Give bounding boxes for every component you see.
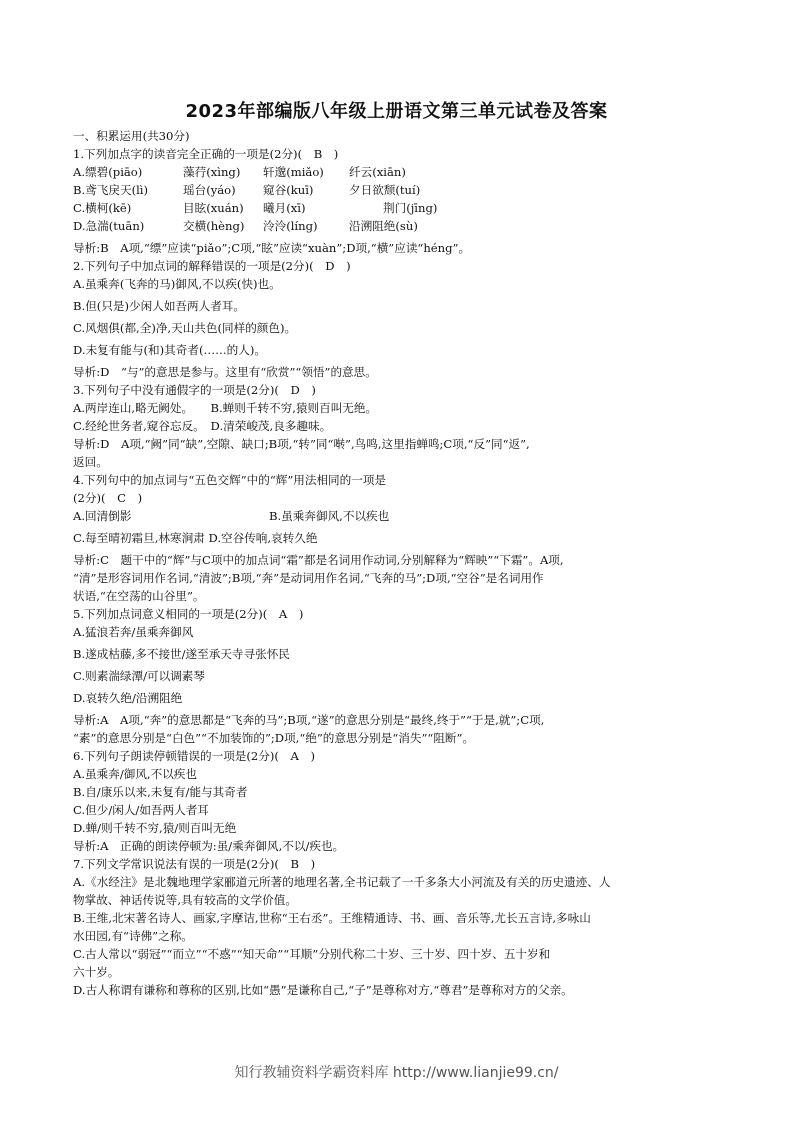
option-item: 曦月(xī) (263, 201, 306, 215)
question-2-stem: 2.下列句子中加点词的解释错误的一项是(2分)( D ) (73, 259, 351, 273)
question-7-option-c-cont: 六十岁。 (73, 965, 120, 979)
question-6-option-c: C.但少/闲人/如吾两人者耳 (73, 803, 209, 817)
question-1-option-a (73, 163, 725, 181)
question-6-guide: 导析:A 正确的朗读停顿为:虽/乘奔御风,不以/疾也。 (73, 839, 345, 853)
question-3-guide: 导析:D A项,“阙”同“缺”,空隙、缺口;B项,“转”同“啭”,鸟鸣,这里指蝉鸣;C项,“反”同“返”, (73, 437, 530, 451)
question-2-guide: 导析:D “与”的意思是参与。这里有“欣赏”“领悟”的意思。 (73, 365, 377, 379)
question-3-stem: 3.下列句子中没有通假字的一项是(2分)( D ) (73, 383, 316, 397)
option-item: 窥谷(kuī) (263, 183, 314, 197)
question-2-option-b: B.但(只是)少闲人如吾两人者耳。 (73, 299, 245, 313)
question-4-guide-cont: “清”是形容词用作名词,“清波”;B项,“奔”是动词用作名词,“飞奔的马”;D项,“空谷”是名词用作 (73, 571, 544, 585)
question-7-option-c: C.古人常以“弱冠”“而立”“不惑”“知天命”“耳顺”分别代称二十岁、三十岁、四十岁、五十岁和 (73, 947, 551, 961)
option-item: 沿溯阻绝(sù) (349, 219, 418, 233)
question-1-stem: 1.下列加点字的读音完全正确的一项是(2分)( B ) (73, 147, 339, 161)
option-item: 泠泠(líng) (263, 219, 318, 233)
option-item: 纤云(xiān) (349, 165, 406, 179)
option-item: 目眩(xuán) (183, 201, 244, 215)
question-2-option-d: D.未复有能与(和)其奇者(……的人)。 (73, 343, 266, 357)
option-item: A.回清倒影 (73, 509, 132, 523)
question-4-stem: 4.下列句中的加点词与“五色交辉”中的“辉”用法相同的一项是 (73, 473, 387, 487)
question-6-option-a: A.虽乘奔/御风,不以疾也 (73, 767, 197, 781)
option-item: 藻荇(xìng) (183, 165, 241, 179)
option-item: 瑶台(yáo) (183, 183, 236, 197)
question-7-option-b-cont: 水田园,有“诗佛”之称。 (73, 929, 193, 943)
option-item: B.鸢飞戾天(lì) (73, 183, 149, 197)
question-7-option-a-cont: 物掌故、神话传说等,具有较高的文学价值。 (73, 893, 297, 907)
question-4-guide-cont: 状语,“在空荡的山谷里”。 (73, 589, 205, 603)
question-7-option-a: A.《水经注》是北魏地理学家郦道元所著的地理名著,全书记载了一千多条大小河流及有关的历史遗迹、人 (73, 875, 611, 889)
question-5-stem: 5.下列加点词意义相同的一项是(2分)( A ) (73, 607, 304, 621)
option-item: 轩邈(miǎo) (263, 165, 324, 179)
question-2-option-c: C.风烟俱(都,全)净,天山共色(同样的颜色)。 (73, 321, 297, 335)
option-item: C.横柯(kē) (73, 201, 132, 215)
question-1-option-c (73, 199, 725, 217)
section-heading: 一、积累运用(共30分) (73, 129, 190, 143)
question-4-options-cd: C.每至晴初霜旦,林寒涧肃 D.空谷传响,哀转久绝 (73, 531, 318, 545)
question-3-guide-cont: 返回。 (73, 455, 108, 469)
question-2-option-a: A.虽乘奔(飞奔的马)御风,不以疾(快)也。 (73, 277, 281, 291)
question-4-stem-cont: (2分)( C ) (73, 491, 143, 505)
question-5-guide: 导析:A A项,“奔”的意思都是“飞奔的马”;B项,“遂”的意思分别是“最终,终于”“于是,就”;C项, (73, 713, 545, 727)
option-item: B.虽乘奔御风,不以疾也 (269, 509, 390, 523)
page-title: 2023年部编版八年级上册语文第三单元试卷及答案 (185, 101, 608, 122)
question-1-option-d (73, 217, 725, 235)
question-6-stem: 6.下列句子朗读停顿错误的一项是(2分)( A ) (73, 749, 315, 763)
question-6-option-d: D.蝉/则千转不穷,猿/则百叫无绝 (73, 821, 237, 835)
question-5-option-d: D.哀转久绝/沿溯阻绝 (73, 691, 183, 705)
question-5-option-b: B.遂成枯藤,多不接世/遂至承天寺寻张怀民 (73, 647, 290, 661)
question-6-option-b: B.自/康乐以来,未复有/能与其奇者 (73, 785, 248, 799)
question-4-options-ab (73, 507, 725, 525)
question-7-stem: 7.下列文学常识说法有误的一项是(2分)( B ) (73, 857, 316, 871)
question-5-option-c: C.则素湍绿潭/可以调素琴 (73, 669, 205, 683)
question-5-guide-cont: “素”的意思分别是“白色”“不加装饰的”;D项,“绝”的意思分别是“消失”“阻断”。 (73, 731, 475, 745)
question-7-option-b: B.王维,北宋著名诗人、画家,字摩诘,世称“王右丞”。王维精通诗、书、画、音乐等,尤长五言诗,多咏山 (73, 911, 591, 925)
option-item: 荆门(jīng) (383, 201, 438, 215)
option-item: A.缥碧(piāo) (73, 165, 143, 179)
option-item: 夕日欲颓(tuí) (349, 183, 421, 197)
option-item: 交横(hèng) (183, 219, 245, 233)
question-1-guide: 导析:B A项,“缥”应读“piǎo”;C项,“眩”应读“xuàn”;D项,“横”应读“héng”。 (73, 241, 471, 255)
question-3-options-ab: A.两岸连山,略无阙处。 B.蝉则千转不穷,猿则百叫无绝。 (73, 401, 378, 415)
exam-content (73, 127, 725, 999)
option-item: D.急湍(tuān) (73, 219, 145, 233)
footer-watermark: 知行教辅资料学霸资料库 http://www.lianjie99.cn/ (234, 1065, 559, 1081)
question-5-option-a: A.猛浪若奔/虽乘奔御风 (73, 625, 194, 639)
question-7-option-d: D.古人称谓有谦称和尊称的区别,比如“愚”是谦称自己,“子”是尊称对方,“尊君”是尊称对方的父亲。 (73, 983, 573, 997)
question-3-options-cd: C.经纶世务者,窥谷忘反。 D.清荣峻茂,良多趣味。 (73, 419, 332, 433)
question-4-guide: 导析:C 题干中的“辉”与C项中的加点词“霜”都是名词用作动词,分别解释为“辉映”“下霜”。A项, (73, 553, 564, 567)
question-1-option-b (73, 181, 725, 199)
